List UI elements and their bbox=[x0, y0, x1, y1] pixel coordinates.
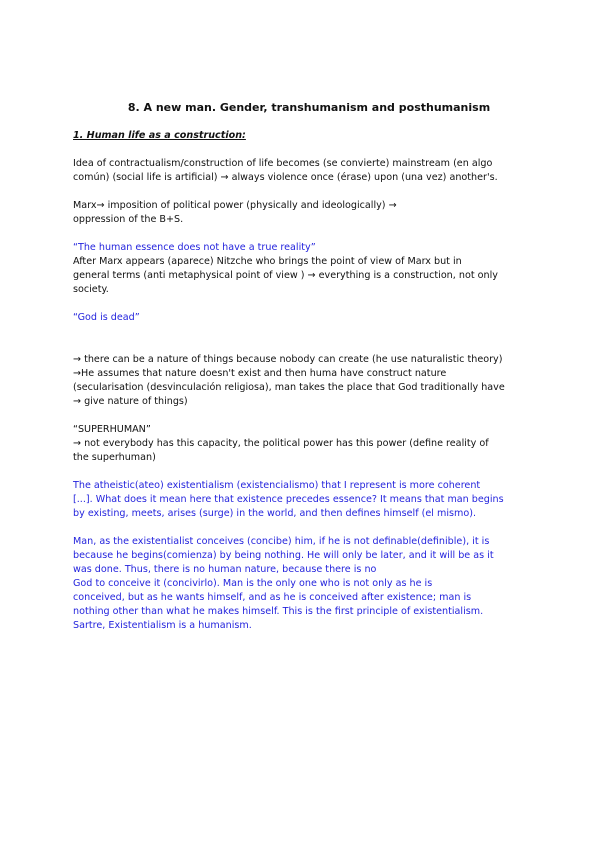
blue-text-line: nothing other than what he makes himself. This is the first principle of existentialism. bbox=[73, 606, 484, 617]
blue-text-line: because he begins(comienza) by being nothing. He will only be later, and it will be as it bbox=[73, 550, 494, 561]
text-line: After Marx appears (aparece) Nitzche who brings the point of view of Marx but in bbox=[73, 256, 462, 267]
text-line: Idea of contractualism/construction of life becomes (se convierte) mainstream (en algo bbox=[73, 158, 493, 169]
paragraph-contractualism bbox=[73, 157, 535, 185]
text-line: general terms (anti metaphysical point of view ) → everything is a construction, not only bbox=[73, 270, 498, 281]
section-heading: 1. Human life as a construction: bbox=[73, 130, 246, 141]
document-body bbox=[73, 101, 535, 633]
text-line: (secularisation (desvinculación religiosa), man takes the place that God traditionally have bbox=[73, 382, 505, 393]
paragraph-marx bbox=[73, 199, 535, 227]
text-line: society. bbox=[73, 284, 109, 295]
blue-text-line: The atheistic(ateo) existentialism (existencialismo) that I represent is more coherent bbox=[73, 480, 481, 491]
blue-text-line: Man, as the existentialist conceives (concibe) him, if he is not definable(definible), it is bbox=[73, 536, 490, 547]
paragraph-superhuman bbox=[73, 423, 535, 465]
text-line: Marx→ imposition of political power (physically and ideologically) → bbox=[73, 200, 397, 211]
paragraph-nature bbox=[73, 353, 535, 409]
blue-text-line: Sartre, Existentialism is a humanism. bbox=[73, 620, 252, 631]
text-line: → there can be a nature of things because nobody can create (he use naturalistic theory) bbox=[73, 354, 503, 365]
quote-line: “The human essence does not have a true reality” bbox=[73, 242, 316, 253]
text-line: → not everybody has this capacity, the political power has this power (define reality of bbox=[73, 438, 489, 449]
text-line: “SUPERHUMAN” bbox=[73, 424, 151, 435]
blue-text-line: God to conceive it (concivirlo). Man is the only one who is not only as he is bbox=[73, 578, 433, 589]
paragraph-existentialism-quote bbox=[73, 479, 535, 521]
text-line: the superhuman) bbox=[73, 452, 156, 463]
text-line: común) (social life is artificial) → always violence once (érase) upon (una vez) another's. bbox=[73, 172, 498, 183]
paragraph-human-essence bbox=[73, 241, 535, 297]
paragraph-sartre-quote bbox=[73, 535, 535, 633]
paragraph-god-is-dead bbox=[73, 311, 535, 325]
document-title: 8. A new man. Gender, transhumanism and posthumanism bbox=[127, 101, 491, 114]
blue-text-line: was done. Thus, there is no human nature, because there is no bbox=[73, 564, 377, 575]
blue-text-line: [...]. What does it mean here that existence precedes essence? It means that man begins bbox=[73, 494, 504, 505]
text-line: oppression of the B+S. bbox=[73, 214, 184, 225]
quote-line: “God is dead” bbox=[73, 312, 140, 323]
text-line: → give nature of things) bbox=[73, 396, 188, 407]
blue-text-line: conceived, but as he wants himself, and as he is conceived after existence; man is bbox=[73, 592, 472, 603]
blue-text-line: by existing, meets, arises (surge) in the world, and then defines himself (el mismo). bbox=[73, 508, 477, 519]
text-line: →He assumes that nature doesn't exist and then huma have construct nature bbox=[73, 368, 447, 379]
